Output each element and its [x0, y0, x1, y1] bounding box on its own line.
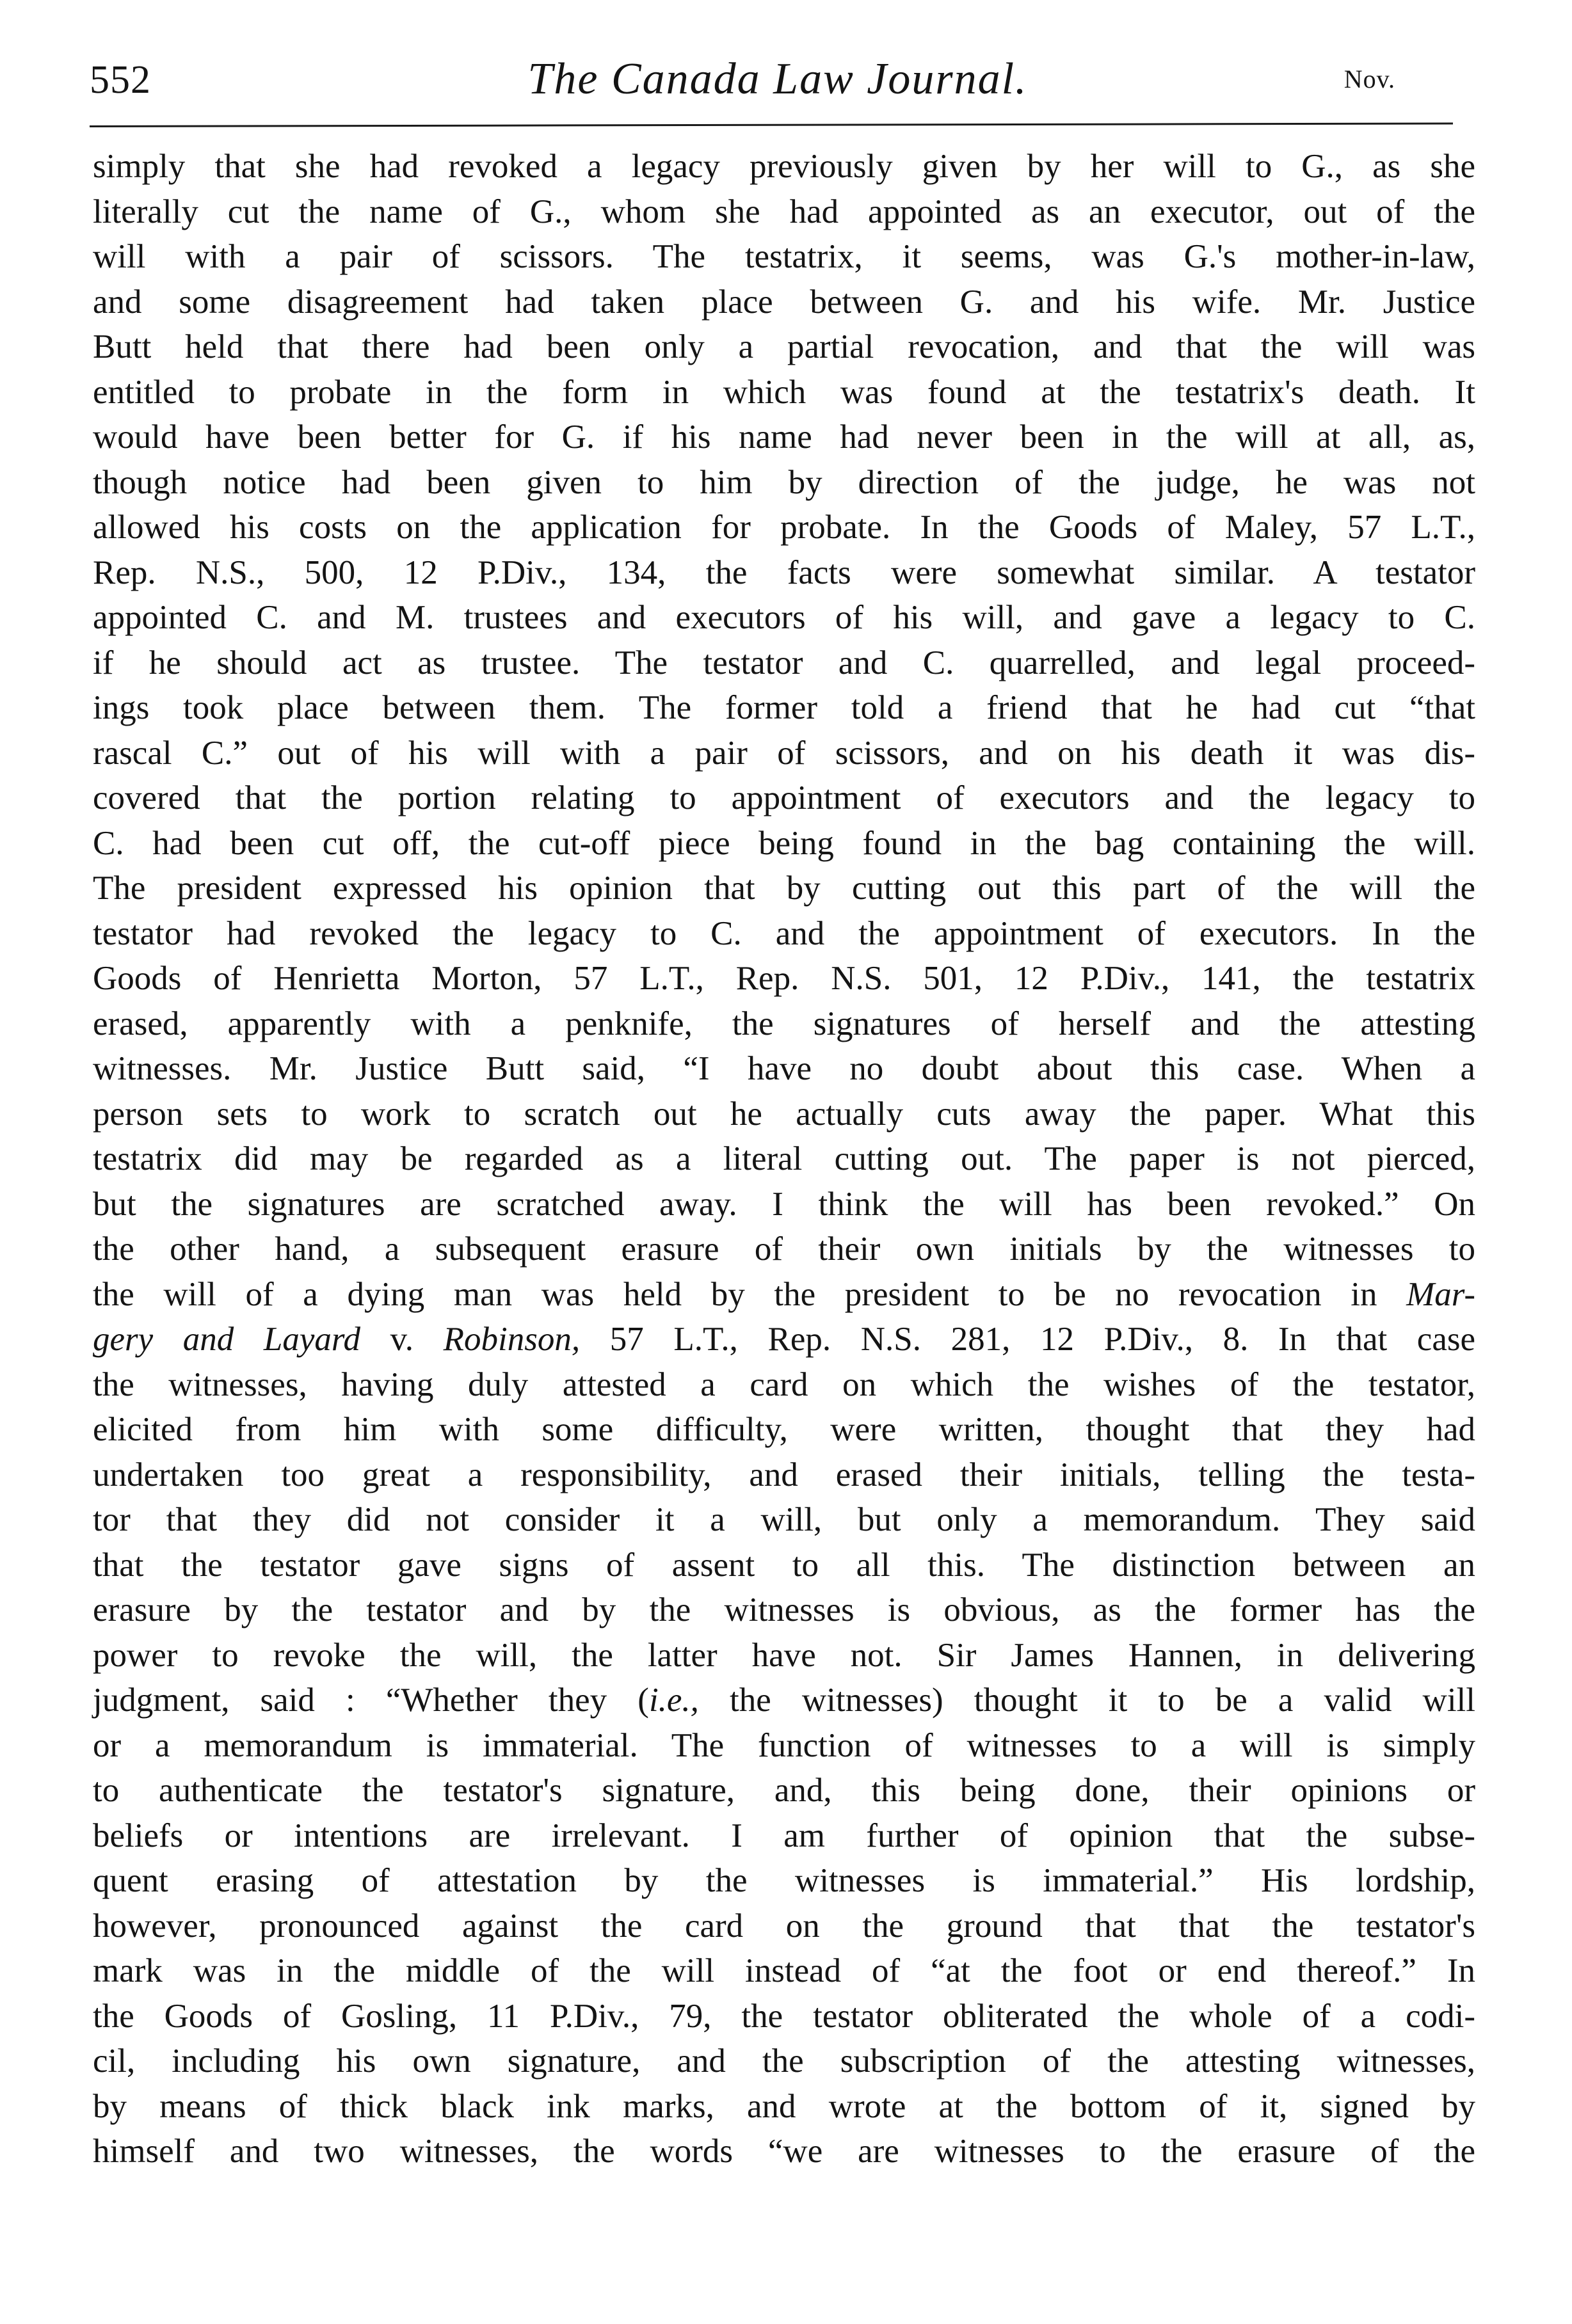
text-line: would have been better for G. if his name had never been in the will at all, as, [93, 418, 1475, 456]
text-line: C. had been cut off, the cut-off piece being found in the bag containing the will. [93, 824, 1475, 862]
text-line: but the signatures are scratched away. I think the will has been revoked.” On [93, 1185, 1475, 1223]
text-line: beliefs or intentions are irrelevant. I am further of opinion that the subse- [93, 1817, 1475, 1854]
text-line: erasure by the testator and by the witnesses is obvious, as the former has the [93, 1591, 1475, 1628]
text-line: rascal C.” out of his will with a pair of scissors, and on his death it was dis- [93, 734, 1475, 772]
text-line: the witnesses, having duly attested a card on which the wishes of the testator, [93, 1365, 1475, 1403]
text-line: elicited from him with some difficulty, were written, thought that they had [93, 1411, 1475, 1448]
header-rule [90, 123, 1453, 127]
text-line: the will of a dying man was held by the president to be no revocation in Mar- [93, 1275, 1475, 1313]
header-month: Nov. [1343, 65, 1395, 93]
text-line: The president expressed his opinion that by cutting out this part of the will the [93, 870, 1475, 907]
text-line: will with a pair of scissors. The testatrix, it seems, was G.'s mother-in-law, [93, 238, 1475, 275]
text-line: covered that the portion relating to appointment of executors and the legacy to [93, 779, 1475, 816]
text-line: simply that she had revoked a legacy previously given by her will to G., as she [93, 148, 1475, 185]
text-line: allowed his costs on the application for probate. In the Goods of Maley, 57 L.T., [93, 509, 1475, 546]
text-line: the other hand, a subsequent erasure of their own initials by the witnesses to [93, 1230, 1475, 1268]
text-line: gery and Layard v. Robinson, 57 L.T., Rep. N.S. 281, 12 P.Div., 8. In that case [93, 1321, 1476, 1358]
page-number: 552 [90, 58, 151, 102]
text-line: if he should act as trustee. The testator and C. quarrelled, and legal proceed- [93, 644, 1475, 681]
text-line: ings took place between them. The former told a friend that he had cut “that [93, 689, 1475, 726]
text-line: by means of thick black ink marks, and wrote at the bottom of it, signed by [93, 2087, 1475, 2125]
text-line: himself and two witnesses, the words “we are witnesses to the erasure of the [93, 2133, 1475, 2170]
text-line: or a memorandum is immaterial. The function of witnesses to a will is simply [93, 1726, 1475, 1764]
text-line: literally cut the name of G., whom she had appointed as an executor, out of the [93, 193, 1475, 230]
text-line: undertaken too great a responsibility, and erased their initials, telling the testa- [93, 1456, 1475, 1493]
text-line: the Goods of Gosling, 11 P.Div., 79, the testator obliterated the whole of a codi- [93, 1997, 1475, 2035]
text-line: though notice had been given to him by direction of the judge, he was not [93, 463, 1475, 501]
text-line: testatrix did may be regarded as a literal cutting out. The paper is not pierced, [93, 1140, 1475, 1177]
text-line: tor that they did not consider it a will, but only a memorandum. They said [93, 1501, 1475, 1538]
text-line: Butt held that there had been only a partial revocation, and that the will was [93, 328, 1475, 365]
text-line: Goods of Henrietta Morton, 57 L.T., Rep. N.S. 501, 12 P.Div., 141, the testatrix [93, 960, 1475, 997]
text-line: cil, including his own signature, and the subscription of the attesting witnesses, [93, 2042, 1475, 2080]
text-line: judgment, said : “Whether they (i.e., the witnesses) thought it to be a valid will [93, 1682, 1475, 1719]
text-line: power to revoke the will, the latter have not. Sir James Hannen, in delivering [93, 1636, 1475, 1674]
text-line: quent erasing of attestation by the witnesses is immaterial.” His lordship, [93, 1862, 1475, 1899]
text-line: mark was in the middle of the will instead of “at the foot or end thereof.” In [93, 1952, 1475, 1989]
text-line: to authenticate the testator's signature, and, this being done, their opinions or [93, 1772, 1475, 1809]
text-line: testator had revoked the legacy to C. and the appointment of executors. In the [93, 914, 1475, 952]
page-header [90, 45, 1466, 122]
text-line: Rep. N.S., 500, 12 P.Div., 134, the facts were somewhat similar. A testator [93, 553, 1475, 591]
text-line: erased, apparently with a penknife, the signatures of herself and the attesting [93, 1005, 1475, 1042]
text-line: entitled to probate in the form in which was found at the testatrix's death. It [93, 373, 1475, 411]
text-line: person sets to work to scratch out he actually cuts away the paper. What this [93, 1095, 1475, 1133]
text-line: and some disagreement had taken place between G. and his wife. Mr. Justice [93, 283, 1475, 321]
body-text [93, 144, 1475, 2174]
journal-title: The Canada Law Journal. [527, 54, 1028, 104]
text-line: witnesses. Mr. Justice Butt said, “I have no doubt about this case. When a [93, 1050, 1475, 1087]
text-line: appointed C. and M. trustees and executors of his will, and gave a legacy to C. [93, 599, 1475, 636]
text-line: however, pronounced against the card on the ground that that the testator's [93, 1907, 1475, 1945]
text-line: that the testator gave signs of assent to all this. The distinction between an [93, 1546, 1475, 1584]
